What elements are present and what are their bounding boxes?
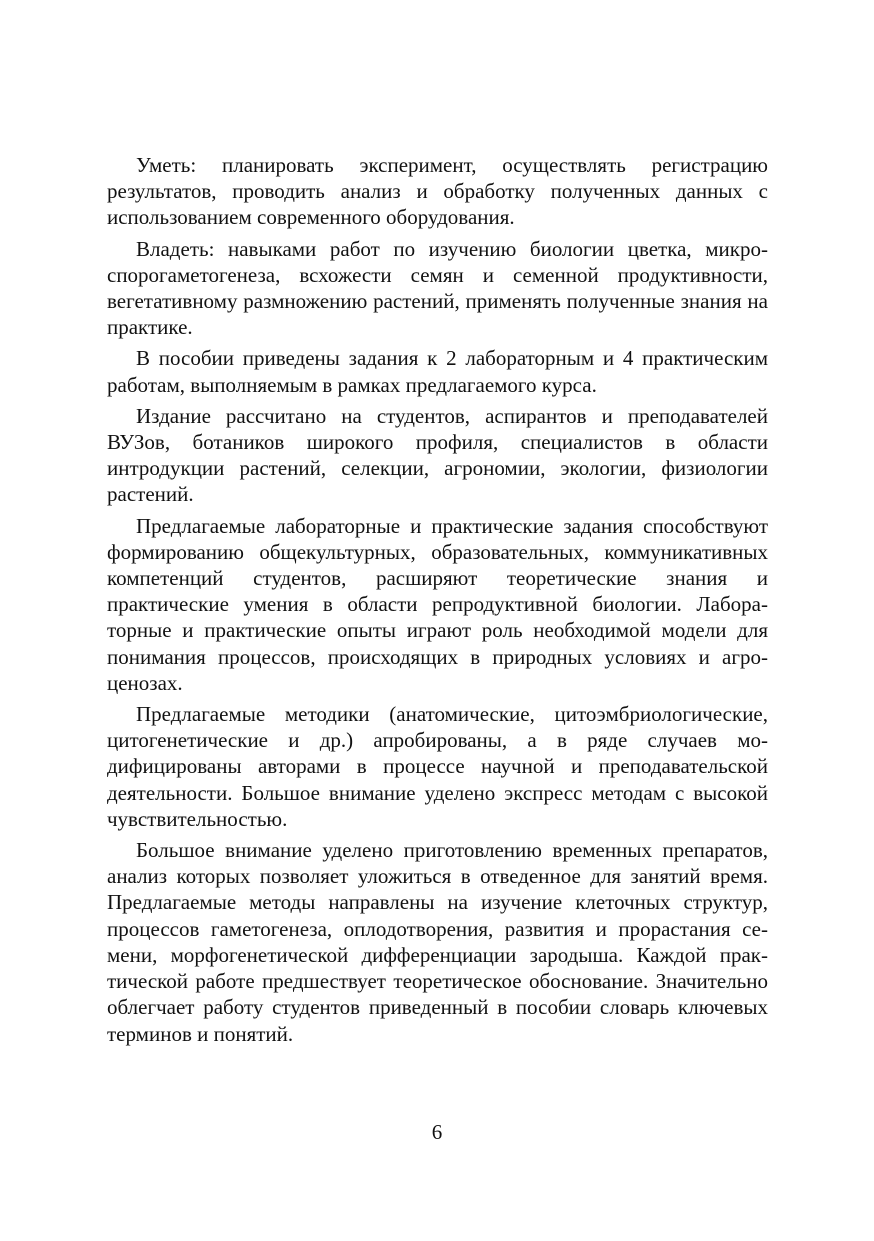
- paragraph-tasks: В пособии приведены задания к 2 лабораторным и 4 практическим работам, выполняемым в рамках предлагаемого курса.: [107, 346, 768, 397]
- paragraph-competencies: Предлагаемые лабораторные и практические задания способствуют формированию общекультурных, образовательных, коммуникативных компетенций студентов, расширяют теоретические знания и практические умения в области репродуктивной биологии. Лабораторные и практические опыты играют роль необходимой модели для понимания процессов, происходящих в природных условиях и агроценозах.: [107, 513, 768, 695]
- paragraph-skills: Уметь: планировать эксперимент, осуществлять регистрацию результатов, проводить анализ и обработку полученных данных с использованием современного оборудования.: [107, 153, 768, 230]
- paragraph-mastery: Владеть: навыками работ по изучению биологии цветка, микроспорогаметогенеза, всхожести семян и семенной продуктивности, вегетативному размножению растений, применять полученные знания на практике.: [107, 236, 768, 340]
- paragraph-methods: Предлагаемые методики (анатомические, цитоэмбриологические, цитогенетические и др.) апробированы, а в ряде случаев модифицированы авторами в процессе научной и преподавательской деятельности. Большое внимание уделено экспресс методам с высокой чувствительностью.: [107, 702, 768, 831]
- paragraph-preparations: Большое внимание уделено приготовлению временных препаратов, анализ которых позволяет уложиться в отведенное для занятий время. Предлагаемые методы направлены на изучение клеточных структур, процессов гаметогенеза, оплодотворения, развития и прорастания семени, морфогенетической дифференциации зародыша. Каждой практической работе предшествует теоретическое обоснование. Значительно облегчает работу студентов приведенный в пособии словарь ключевых терминов и понятий.: [107, 838, 768, 1046]
- page-number: 6: [431, 1120, 443, 1144]
- body-text: [107, 152, 768, 1052]
- paragraph-audience: Издание рассчитано на студентов, аспирантов и преподавателей ВУЗов, ботаников широкого профиля, специалистов в области интродукции растений, селекции, агрономии, экологии, физиологии растений.: [107, 403, 768, 507]
